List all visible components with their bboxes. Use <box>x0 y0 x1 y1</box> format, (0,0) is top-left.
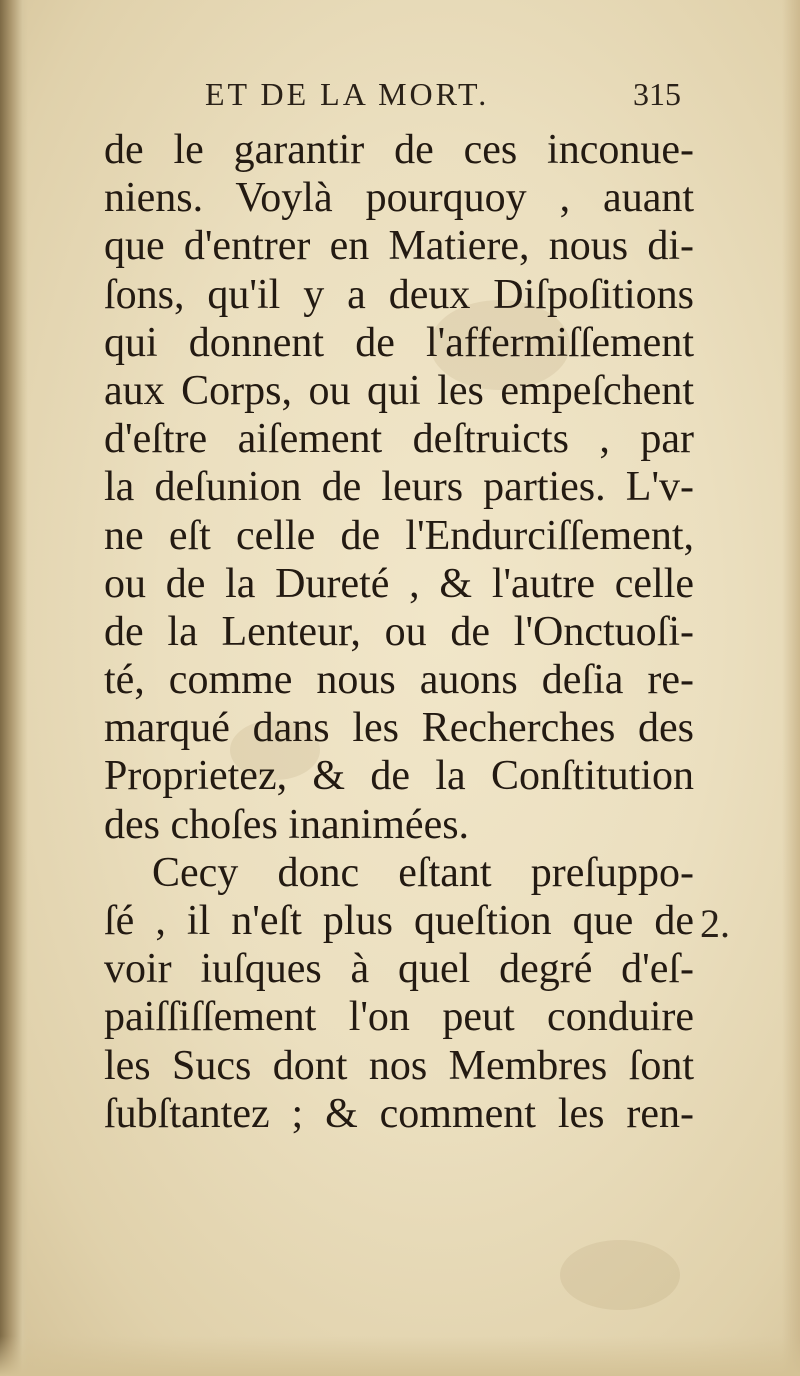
text-line: voir iuſques à quel degré d'eſ- <box>104 946 694 993</box>
text-line: que d'entrer en Matiere, nous di- <box>104 223 694 270</box>
text-line: Cecy donc eſtant preſuppo- <box>152 849 694 896</box>
page-edge-shadow <box>782 0 800 1376</box>
page-header <box>205 70 685 122</box>
text-line: ne eſt celle de l'Endurciſſement, <box>104 512 694 559</box>
text-line: aux Corps, ou qui les empeſchent <box>104 367 694 414</box>
margin-note: 2. <box>700 901 730 946</box>
text-line: de la Lenteur, ou de l'Onctuoſi- <box>104 608 694 655</box>
page-bottom-shadow <box>0 1336 800 1376</box>
text-line: ou de la Dureté , & l'autre celle <box>104 560 694 607</box>
page-number: 315 <box>633 76 681 112</box>
text-line: qui donnent de l'affermiſſement <box>104 319 694 366</box>
text-line: des choſes inanimées. <box>104 801 470 848</box>
running-head: ET DE LA MORT. <box>205 76 490 112</box>
text-line: ſubſtantez ; & comment les ren- <box>104 1090 694 1137</box>
paper-stain <box>560 1240 680 1310</box>
paragraph <box>104 849 694 1138</box>
text-line: d'eſtre aiſement deſtruicts , par <box>104 416 694 463</box>
text-line: ſons, qu'il y a deux Diſpoſitions <box>104 271 694 318</box>
text-line: marqué dans les Recherches des <box>104 705 694 752</box>
text-line: niens. Voylà pourquoy , auant <box>104 175 694 222</box>
text-line: té, comme nous auons deſia re- <box>104 657 694 704</box>
body-text <box>104 126 694 1138</box>
text-line: ſé , il n'eſt plus queſtion que de <box>104 898 694 944</box>
text-line: les Sucs dont nos Membres ſont <box>104 1042 694 1089</box>
text-line: de le garantir de ces inconue- <box>104 127 694 173</box>
text-line: paiſſiſſement l'on peut conduire <box>104 994 694 1041</box>
text-line: la deſunion de leurs parties. L'v- <box>104 464 694 511</box>
paragraph <box>104 126 694 849</box>
text-line: Proprietez, & de la Conſtitution <box>104 753 694 800</box>
page-spine-shadow <box>0 0 28 1376</box>
